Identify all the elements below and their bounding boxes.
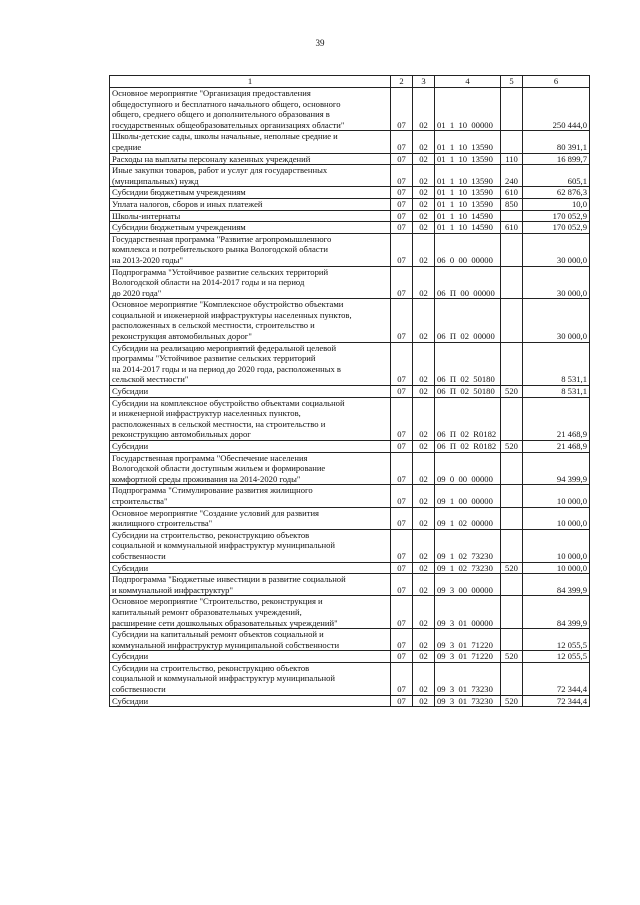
amount-cell: 10 000,0 — [523, 562, 590, 574]
section-cell: 07 — [391, 651, 413, 663]
section-cell: 07 — [391, 485, 413, 507]
amount-cell: 21 468,9 — [523, 397, 590, 440]
table-row — [110, 342, 590, 385]
amount-cell: 84 399,9 — [523, 596, 590, 629]
expense-type-cell — [501, 596, 523, 629]
expense-type-cell — [501, 299, 523, 342]
expense-type-cell — [501, 629, 523, 651]
amount-cell: 84 399,9 — [523, 574, 590, 596]
row-name-cell: Субсидии бюджетным учреждениям — [110, 222, 391, 234]
row-name-cell: Государственная программа "Развитие агропромышленного комплекса и потребительского рынка Вологодской области на 2013-2020 годы" — [110, 233, 391, 266]
expense-type-cell — [501, 452, 523, 485]
subsection-cell: 02 — [413, 210, 435, 222]
amount-cell: 8 531,1 — [523, 342, 590, 385]
header-cell: 2 — [391, 76, 413, 88]
table-row — [110, 529, 590, 562]
section-cell: 07 — [391, 222, 413, 234]
subsection-cell: 02 — [413, 485, 435, 507]
target-article-cell: 01 1 10 13590 — [435, 187, 501, 199]
target-article-cell: 06 П 02 R0182 — [435, 441, 501, 453]
subsection-cell: 02 — [413, 529, 435, 562]
expense-type-cell — [501, 574, 523, 596]
section-cell: 07 — [391, 452, 413, 485]
target-article-cell: 06 П 02 R0182 — [435, 397, 501, 440]
target-article-cell: 01 1 10 14590 — [435, 222, 501, 234]
subsection-cell: 02 — [413, 386, 435, 398]
amount-cell: 10 000,0 — [523, 507, 590, 529]
amount-cell: 30 000,0 — [523, 299, 590, 342]
row-name-cell: Государственная программа "Обеспечение населения Вологодской области доступным жильем и формирование комфортной среды проживания на 2014-2020 годы" — [110, 452, 391, 485]
subsection-cell: 02 — [413, 695, 435, 707]
row-name-cell: Подпрограмма "Бюджетные инвестиции в развитие социальной и коммунальной инфраструктур" — [110, 574, 391, 596]
subsection-cell: 02 — [413, 88, 435, 131]
section-cell: 07 — [391, 131, 413, 153]
header-cell: 3 — [413, 76, 435, 88]
amount-cell: 605,1 — [523, 165, 590, 187]
row-name-cell: Субсидии — [110, 441, 391, 453]
target-article-cell: 09 3 01 71220 — [435, 651, 501, 663]
row-name-cell: Субсидии на реализацию мероприятий федеральной целевой программы "Устойчивое развитие сельских территорий на 2014-2017 годы и на период до 2020 года, расположенных в сельской местности" — [110, 342, 391, 385]
amount-cell: 21 468,9 — [523, 441, 590, 453]
section-cell: 07 — [391, 153, 413, 165]
row-name-cell: Субсидии — [110, 562, 391, 574]
table-row — [110, 452, 590, 485]
expense-type-cell: 110 — [501, 153, 523, 165]
subsection-cell: 02 — [413, 222, 435, 234]
header-cell: 6 — [523, 76, 590, 88]
row-name-cell: Основное мероприятие "Строительство, реконструкция и капитальный ремонт образовательных учреждений, расширение сети дошкольных образовательных учреждений" — [110, 596, 391, 629]
expense-type-cell — [501, 88, 523, 131]
amount-cell: 62 876,3 — [523, 187, 590, 199]
subsection-cell: 02 — [413, 574, 435, 596]
row-name-cell: Основное мероприятие "Создание условий для развития жилищного строительства" — [110, 507, 391, 529]
table-row — [110, 386, 590, 398]
subsection-cell: 02 — [413, 507, 435, 529]
amount-cell: 10 000,0 — [523, 485, 590, 507]
amount-cell: 12 055,5 — [523, 651, 590, 663]
section-cell: 07 — [391, 574, 413, 596]
budget-table — [109, 75, 590, 707]
row-name-cell: Субсидии на строительство, реконструкцию объектов социальной и коммунальной инфраструктур муниципальной собственности — [110, 529, 391, 562]
target-article-cell: 06 П 02 50180 — [435, 342, 501, 385]
section-cell: 07 — [391, 233, 413, 266]
section-cell: 07 — [391, 397, 413, 440]
target-article-cell: 01 1 10 13590 — [435, 165, 501, 187]
target-article-cell: 09 3 01 71220 — [435, 629, 501, 651]
row-name-cell: Субсидии на капитальный ремонт объектов социальной и коммунальной инфраструктур муниципальной собственности — [110, 629, 391, 651]
amount-cell: 10,0 — [523, 198, 590, 210]
section-cell: 07 — [391, 596, 413, 629]
subsection-cell: 02 — [413, 266, 435, 299]
expense-type-cell — [501, 485, 523, 507]
target-article-cell: 09 3 01 73230 — [435, 695, 501, 707]
table-row — [110, 222, 590, 234]
amount-cell: 72 344,4 — [523, 695, 590, 707]
expense-type-cell — [501, 210, 523, 222]
amount-cell: 16 899,7 — [523, 153, 590, 165]
subsection-cell: 02 — [413, 441, 435, 453]
target-article-cell: 01 1 10 13590 — [435, 131, 501, 153]
header-cell: 5 — [501, 76, 523, 88]
subsection-cell: 02 — [413, 452, 435, 485]
section-cell: 07 — [391, 88, 413, 131]
amount-cell: 72 344,4 — [523, 662, 590, 695]
target-article-cell: 09 1 00 00000 — [435, 485, 501, 507]
subsection-cell: 02 — [413, 397, 435, 440]
expense-type-cell: 850 — [501, 198, 523, 210]
row-name-cell: Уплата налогов, сборов и иных платежей — [110, 198, 391, 210]
subsection-cell: 02 — [413, 198, 435, 210]
row-name-cell: Подпрограмма "Стимулирование развития жилищного строительства" — [110, 485, 391, 507]
target-article-cell: 01 1 10 14590 — [435, 210, 501, 222]
section-cell: 07 — [391, 165, 413, 187]
header-cell: 4 — [435, 76, 501, 88]
target-article-cell: 01 1 10 00000 — [435, 88, 501, 131]
expense-type-cell: 240 — [501, 165, 523, 187]
row-name-cell: Субсидии — [110, 386, 391, 398]
target-article-cell: 09 1 02 73230 — [435, 529, 501, 562]
section-cell: 07 — [391, 529, 413, 562]
subsection-cell: 02 — [413, 131, 435, 153]
expense-type-cell: 610 — [501, 187, 523, 199]
expense-type-cell: 520 — [501, 562, 523, 574]
expense-type-cell: 520 — [501, 651, 523, 663]
table-row — [110, 695, 590, 707]
table-row — [110, 233, 590, 266]
subsection-cell: 02 — [413, 662, 435, 695]
subsection-cell: 02 — [413, 651, 435, 663]
header-row — [110, 76, 590, 88]
table-row — [110, 574, 590, 596]
section-cell: 07 — [391, 695, 413, 707]
target-article-cell: 09 0 00 00000 — [435, 452, 501, 485]
table-row — [110, 397, 590, 440]
section-cell: 07 — [391, 629, 413, 651]
row-name-cell: Субсидии на комплексное обустройство объектами социальной и инженерной инфраструктур населенных пунктов, расположенных в сельской местности, на строительство и реконструкцию автомобильных дорог — [110, 397, 391, 440]
expense-type-cell — [501, 233, 523, 266]
subsection-cell: 02 — [413, 596, 435, 629]
section-cell: 07 — [391, 187, 413, 199]
section-cell: 07 — [391, 266, 413, 299]
expense-type-cell: 610 — [501, 222, 523, 234]
target-article-cell: 06 П 02 00000 — [435, 299, 501, 342]
target-article-cell: 06 0 00 00000 — [435, 233, 501, 266]
amount-cell: 30 000,0 — [523, 266, 590, 299]
expense-type-cell: 520 — [501, 441, 523, 453]
expense-type-cell — [501, 662, 523, 695]
table-row — [110, 596, 590, 629]
target-article-cell: 06 П 00 00000 — [435, 266, 501, 299]
amount-cell: 250 444,0 — [523, 88, 590, 131]
expense-type-cell — [501, 342, 523, 385]
amount-cell: 8 531,1 — [523, 386, 590, 398]
table-row — [110, 485, 590, 507]
table-row — [110, 165, 590, 187]
expense-type-cell — [501, 529, 523, 562]
subsection-cell: 02 — [413, 165, 435, 187]
table-row — [110, 629, 590, 651]
table-row — [110, 662, 590, 695]
amount-cell: 12 055,5 — [523, 629, 590, 651]
row-name-cell: Подпрограмма "Устойчивое развитие сельских территорий Вологодской области на 2014-2017 годы и на период до 2020 года" — [110, 266, 391, 299]
expense-type-cell — [501, 131, 523, 153]
section-cell: 07 — [391, 198, 413, 210]
table-row — [110, 187, 590, 199]
row-name-cell: Основное мероприятие "Организация предоставления общедоступного и бесплатного начального общего, основного общего, среднего общего и дополнительного образования в государственных общеобразовательных организациях области" — [110, 88, 391, 131]
expense-type-cell: 520 — [501, 695, 523, 707]
row-name-cell: Иные закупки товаров, работ и услуг для государственных (муниципальных) нужд — [110, 165, 391, 187]
table-row — [110, 299, 590, 342]
section-cell: 07 — [391, 507, 413, 529]
row-name-cell: Школы-детские сады, школы начальные, неполные средние и средние — [110, 131, 391, 153]
table-row — [110, 562, 590, 574]
expense-type-cell: 520 — [501, 386, 523, 398]
target-article-cell: 09 1 02 73230 — [435, 562, 501, 574]
table-row — [110, 651, 590, 663]
section-cell: 07 — [391, 299, 413, 342]
row-name-cell: Расходы на выплаты персоналу казенных учреждений — [110, 153, 391, 165]
row-name-cell: Субсидии — [110, 695, 391, 707]
table-row — [110, 88, 590, 131]
table-row — [110, 266, 590, 299]
row-name-cell: Субсидии бюджетным учреждениям — [110, 187, 391, 199]
expense-type-cell — [501, 507, 523, 529]
target-article-cell: 06 П 02 50180 — [435, 386, 501, 398]
row-name-cell: Субсидии на строительство, реконструкцию объектов социальной и коммунальной инфраструктур муниципальной собственности — [110, 662, 391, 695]
target-article-cell: 09 1 02 00000 — [435, 507, 501, 529]
header-cell: 1 — [110, 76, 391, 88]
subsection-cell: 02 — [413, 153, 435, 165]
section-cell: 07 — [391, 210, 413, 222]
target-article-cell: 09 3 01 00000 — [435, 596, 501, 629]
section-cell: 07 — [391, 662, 413, 695]
page-number: 39 — [315, 38, 325, 48]
subsection-cell: 02 — [413, 187, 435, 199]
table-row — [110, 507, 590, 529]
row-name-cell: Основное мероприятие "Комплексное обустройство объектами социальной и инженерной инфраструктуры населенных пунктов, расположенных в сельской местности, строительство и реконструкция автомобильных дорог" — [110, 299, 391, 342]
amount-cell: 10 000,0 — [523, 529, 590, 562]
row-name-cell: Субсидии — [110, 651, 391, 663]
table-row — [110, 441, 590, 453]
subsection-cell: 02 — [413, 299, 435, 342]
target-article-cell: 09 3 01 73230 — [435, 662, 501, 695]
subsection-cell: 02 — [413, 562, 435, 574]
target-article-cell: 01 1 10 13590 — [435, 198, 501, 210]
subsection-cell: 02 — [413, 342, 435, 385]
expense-type-cell — [501, 266, 523, 299]
table-row — [110, 198, 590, 210]
section-cell: 07 — [391, 562, 413, 574]
amount-cell: 80 391,1 — [523, 131, 590, 153]
table-row — [110, 131, 590, 153]
expense-type-cell — [501, 397, 523, 440]
row-name-cell: Школы-интернаты — [110, 210, 391, 222]
amount-cell: 170 052,9 — [523, 222, 590, 234]
subsection-cell: 02 — [413, 233, 435, 266]
section-cell: 07 — [391, 441, 413, 453]
table-row — [110, 210, 590, 222]
amount-cell: 170 052,9 — [523, 210, 590, 222]
section-cell: 07 — [391, 386, 413, 398]
subsection-cell: 02 — [413, 629, 435, 651]
table-row — [110, 153, 590, 165]
target-article-cell: 01 1 10 13590 — [435, 153, 501, 165]
section-cell: 07 — [391, 342, 413, 385]
target-article-cell: 09 3 00 00000 — [435, 574, 501, 596]
amount-cell: 30 000,0 — [523, 233, 590, 266]
amount-cell: 94 399,9 — [523, 452, 590, 485]
